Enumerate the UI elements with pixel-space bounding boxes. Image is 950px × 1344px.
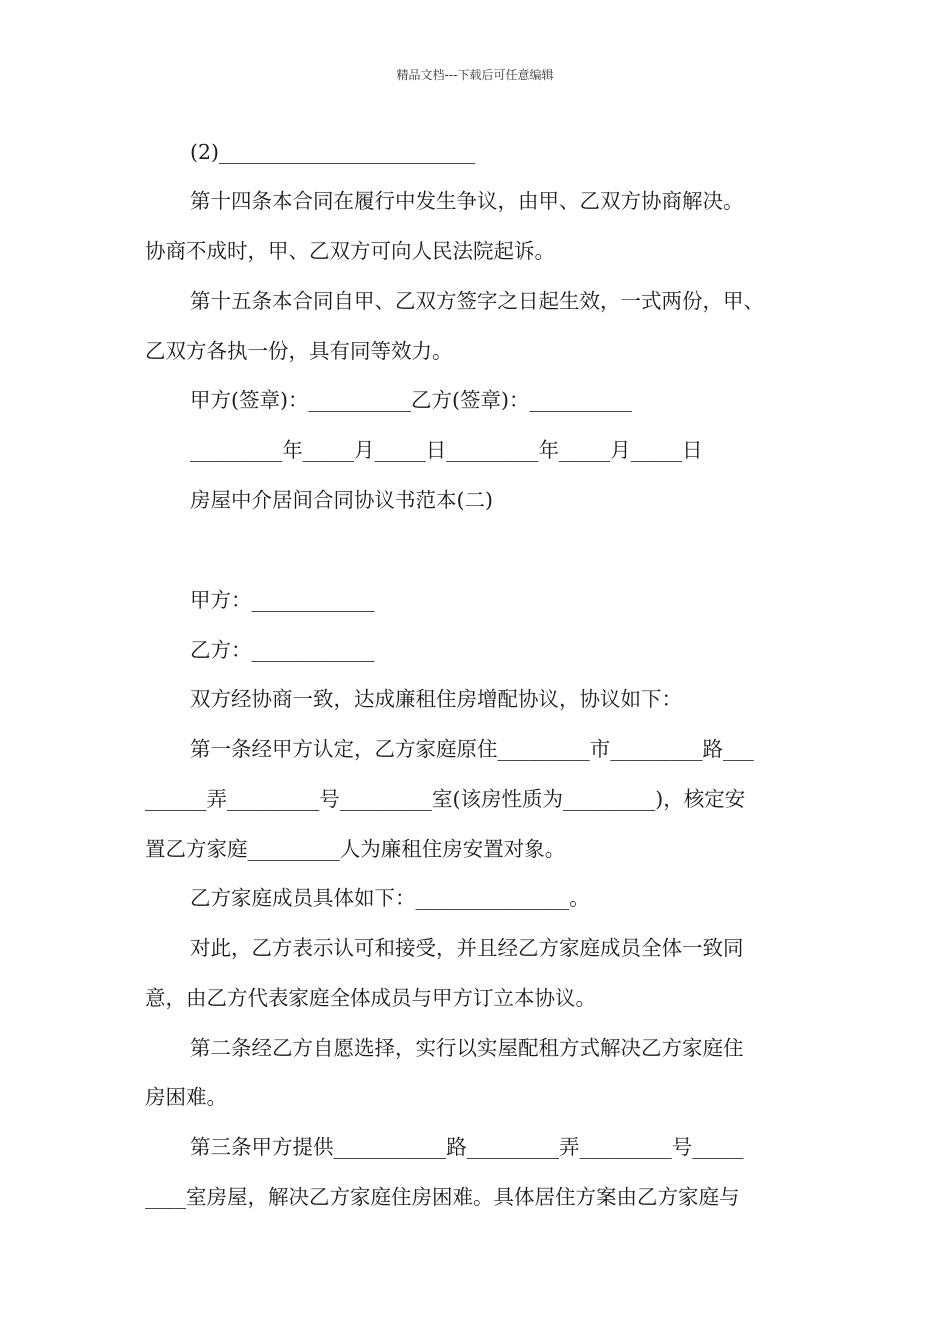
page-header: 精品文档---下载后可任意编辑 xyxy=(396,68,554,82)
text-line: 第一条经甲方认定，乙方家庭原住_________市_________路___ xyxy=(190,737,754,761)
party-b-line: 乙方：____________ xyxy=(190,638,375,662)
section-title: 房屋中介居间合同协议书范本(二) xyxy=(190,488,493,512)
text-line: 置乙方家庭_________人为廉租住房安置对象。 xyxy=(145,837,566,861)
party-a-line: 甲方：____________ xyxy=(190,588,375,612)
signature-line: 甲方(签章)：__________乙方(签章)：__________ xyxy=(190,388,632,412)
text-line: 双方经协商一致，达成廉租住房增配协议，协议如下： xyxy=(190,687,682,711)
text-line: 对此，乙方表示认可和接受，并且经乙方家庭成员全体一致同 xyxy=(190,936,744,960)
text-line: 乙方家庭成员具体如下：_______________。 xyxy=(190,886,590,910)
text-line: 乙双方各执一份，具有同等效力。 xyxy=(145,339,453,363)
text-line: 房困难。 xyxy=(145,1085,227,1109)
text-line: 第十五条本合同自甲、乙双方签字之日起生效，一式两份，甲、 xyxy=(190,289,764,313)
text-line: (2)_________________________ xyxy=(190,140,476,164)
text-line: ____室房屋，解决乙方家庭住房困难。具体居住方案由乙方家庭与 xyxy=(145,1185,740,1209)
text-line: 第二条经乙方自愿选择，实行以实屋配租方式解决乙方家庭住 xyxy=(190,1036,744,1060)
text-line: 第三条甲方提供___________路_________弄_________号_____ xyxy=(190,1135,744,1159)
text-line: 第十四条本合同在履行中发生争议，由甲、乙双方协商解决。 xyxy=(190,189,744,213)
text-line: ______弄_________号_________室(该房性质为_________)，核定安 xyxy=(145,787,746,811)
text-line: 意，由乙方代表家庭全体成员与甲方订立本协议。 xyxy=(145,986,596,1010)
text-line: 协商不成时，甲、乙双方可向人民法院起诉。 xyxy=(145,239,555,263)
date-line: _________年_____月_____日_________年_____月_____日 xyxy=(190,438,703,462)
